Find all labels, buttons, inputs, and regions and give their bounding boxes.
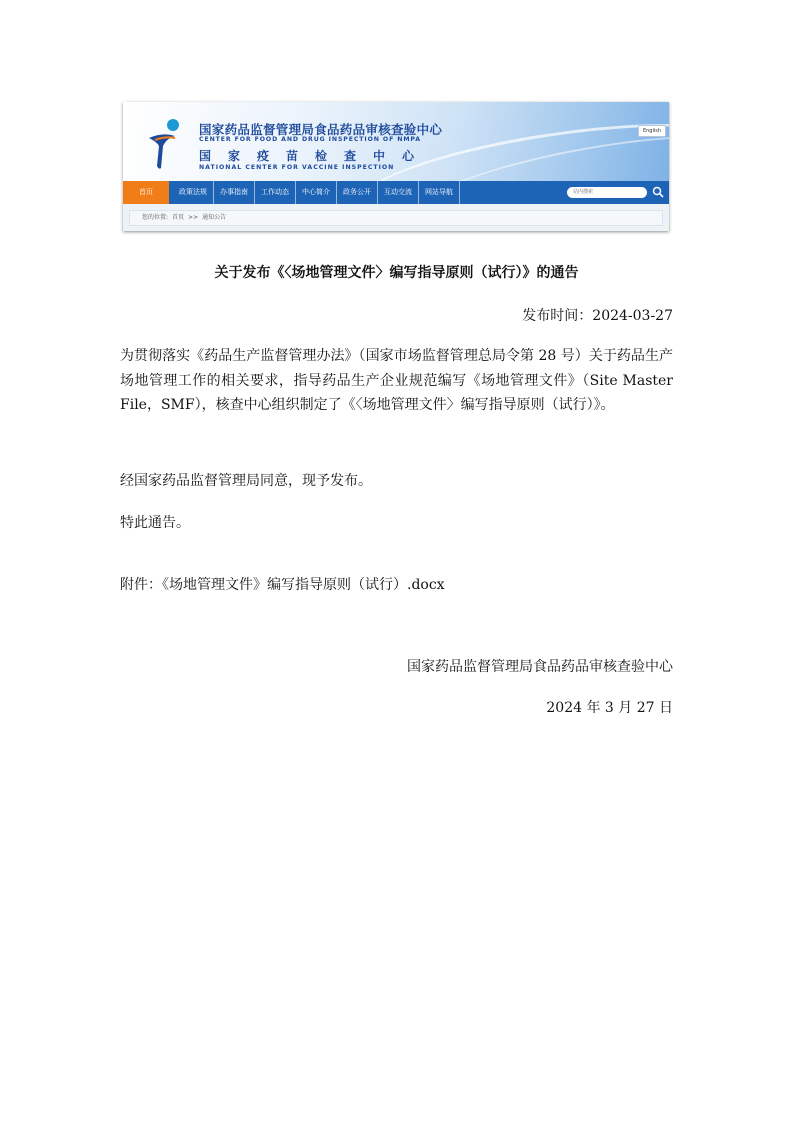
search-icon[interactable] [652, 186, 664, 198]
notice-title: 关于发布《〈场地管理文件〉编写指导原则（试行）》的通告 [214, 265, 579, 281]
vaccine-center-en: NATIONAL CENTER FOR VACCINE INSPECTION [199, 164, 395, 171]
nav-item-about[interactable]: 中心简介 [296, 181, 337, 204]
nav-item-public[interactable]: 政务公开 [337, 181, 378, 204]
site-header-banner [123, 102, 669, 231]
breadcrumb-prefix: 您的位置: [142, 214, 169, 221]
nav-item-policy[interactable]: 政策法规 [173, 181, 214, 204]
publish-time: 发布时间：2024-03-27 [522, 308, 673, 324]
body-paragraph: 为贯彻落实《药品生产监督管理办法》（国家市场监督管理总局令第 28 号）关于药品生产场地管理工作的相关要求，指导药品生产企业规范编写《场地管理文件》（Site Master File，SMF），核查中心组织制定了《〈场地管理文件〉编写指导原则（试行）》。 [120, 348, 673, 413]
header-top [123, 102, 669, 181]
attachment-link[interactable]: 附件：《场地管理文件》编写指导原则（试行）.docx [120, 577, 445, 593]
signature-date: 2024 年 3 月 27 日 [546, 700, 673, 716]
search-input[interactable]: 站内搜索 [567, 187, 647, 198]
nav-item-home[interactable]: 首页 [123, 181, 169, 204]
nav-item-sitemap[interactable]: 网站导航 [419, 181, 460, 204]
nmpa-logo-icon[interactable] [145, 116, 185, 172]
signature-org: 国家药品监督管理局食品药品审核查验中心 [407, 659, 673, 675]
breadcrumb-home[interactable]: 首页 [172, 214, 185, 221]
body-paragraph: 特此通告。 [120, 515, 190, 531]
org-name-cn: 国家药品监督管理局食品药品审核查验中心 [199, 122, 443, 137]
english-link[interactable]: English [638, 125, 666, 137]
breadcrumb-separator: >> [188, 214, 199, 221]
body-paragraph: 经国家药品监督管理局同意，现予发布。 [120, 473, 372, 489]
breadcrumb-bar [123, 204, 669, 231]
breadcrumb-current[interactable]: 通知公告 [202, 214, 227, 221]
nav-item-guide[interactable]: 办事指南 [214, 181, 255, 204]
vaccine-center-cn: 国家疫苗检查中心 [199, 149, 432, 163]
main-nav [123, 181, 669, 204]
org-name-en: CENTER FOR FOOD AND DRUG INSPECTION OF NMPA [199, 136, 421, 143]
nav-item-news[interactable]: 工作动态 [255, 181, 296, 204]
nav-item-interaction[interactable]: 互动交流 [378, 181, 419, 204]
breadcrumb [129, 210, 663, 226]
